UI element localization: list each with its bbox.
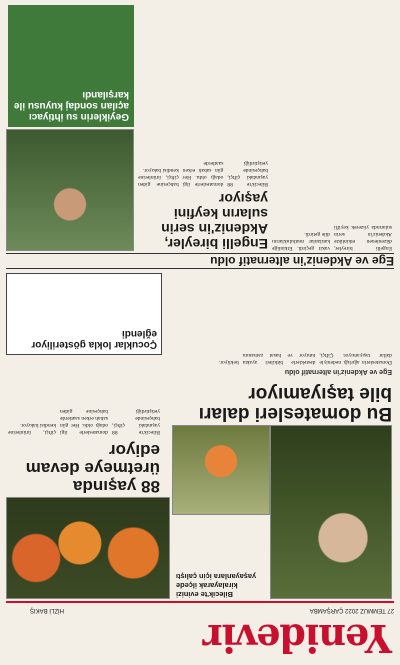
date-label: 27 TEMMUZ 2022 ÇARŞAMBA — [309, 607, 394, 613]
photo-tomato-small — [172, 425, 270, 515]
section-banner: Ege ve Akdeniz'in alternatif oldu — [6, 253, 394, 269]
logo: Yenidevir — [203, 616, 392, 661]
box-kivi — [6, 273, 162, 355]
body-left: Domateslerin ağırlığı nedeniyle dallar taşıyamıyor. Çiftçi, desteklerle bitkileri ayakta tutuyor ve hasat zamanını bekliyor. — [218, 352, 392, 365]
photo-swimmer — [6, 129, 134, 251]
masthead — [6, 613, 394, 661]
body-right: Bilecik'te 88 yaşındaki çiftçi, bahçesinde yetiştirdiği domateslerle ilgi odağı oldu. Her gün sabah erken saatlerde bahçesine giden çiftçi, ürünlerine kendisi bakıyor. — [8, 408, 160, 435]
headline-88: 88 yaşında üretmeye devam ediyor — [25, 441, 160, 496]
box-kivi-title: Çocuklar lokla gösteriliyor eğlendi — [31, 328, 157, 350]
masthead-meta — [6, 601, 394, 613]
headline-engelli: Engelli bireyler, Akdeniz'in serin suların keyfini yaşıyor — [161, 191, 268, 252]
side-lead: Bilecik'te evinizi kiralayarak ilçede yaşayanlara için çalıştı — [176, 572, 257, 599]
photo-tomatoes — [6, 497, 170, 599]
headline-main-line1: Bu domatesleri daları — [198, 403, 392, 424]
section-label: HİZLİ BAKIŞ — [30, 607, 65, 613]
headline-main-line2: bile taşıyamıyor — [248, 383, 392, 404]
body-lower-left: Engelli bireyler, düzenlenen etkinlikte Akdeniz'in serin sularında yüzerek keyifli vakit geçirdi. Etkinliğe katılanlar mutluluklarını dile getirdi. — [272, 224, 392, 251]
green-box-title: Geyiklerin su ihtiyacı açılan sondaj kuyusu ile karşılandı — [13, 89, 129, 122]
green-box — [8, 5, 134, 127]
subhead: Ege ve Akdeniz'in alternatif oldu — [284, 368, 392, 375]
photo-farmer — [270, 425, 392, 599]
body-mid: Bilecik'te 88 yaşındaki çiftçi, bahçesinde yetiştirdiği domateslerle ilgi odağı oldu. Her gün sabah erken saatlerde bahçesine giden çiftçi, ürünlerine kendisi bakıyor. — [138, 160, 268, 187]
headline-main — [166, 383, 392, 423]
